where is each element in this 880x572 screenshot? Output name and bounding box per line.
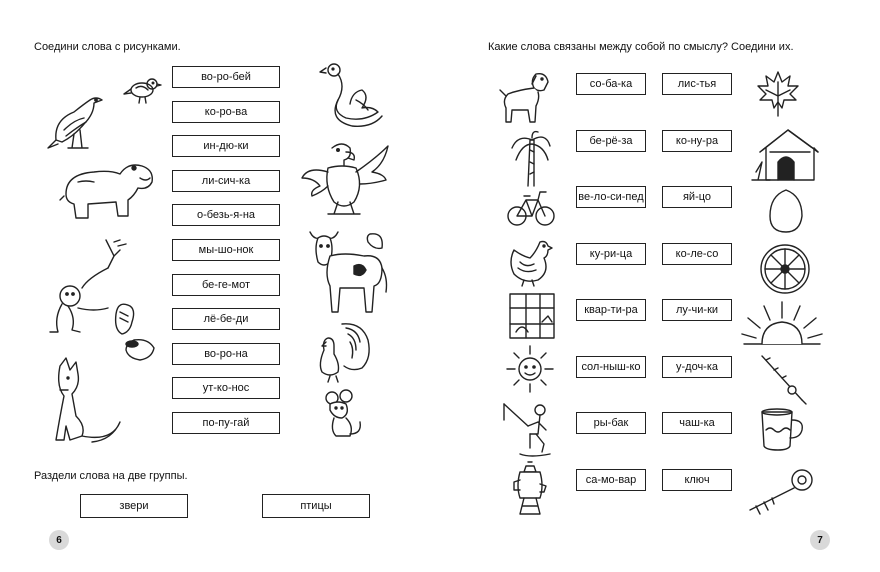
crow-icon — [44, 90, 106, 152]
leaf-icon — [754, 68, 802, 118]
group-box-birds[interactable]: птицы — [262, 494, 370, 518]
doghouse-icon — [748, 126, 828, 184]
word-box-left-column[interactable]: са-мо-вар — [576, 469, 646, 491]
word-box-right-column[interactable]: у-доч-ка — [662, 356, 732, 378]
dog-icon — [498, 70, 552, 126]
page-number-right: 7 — [810, 530, 830, 550]
window-icon — [508, 292, 556, 340]
word-box-left-column[interactable]: со-ба-ка — [576, 73, 646, 95]
word-box-left-column[interactable]: ку-ри-ца — [576, 243, 646, 265]
word-box-left-column[interactable]: бе-рё-за — [576, 130, 646, 152]
word-box-right-column[interactable]: ключ — [662, 469, 732, 491]
cup-icon — [758, 406, 808, 454]
word-box[interactable]: ли-сич-ка — [172, 170, 280, 192]
right-page — [440, 0, 880, 572]
hen-icon — [506, 238, 554, 288]
fox-icon — [42, 356, 124, 450]
hippo-icon — [58, 152, 158, 230]
egg-icon — [766, 188, 806, 234]
word-box[interactable]: во-ро-на — [172, 343, 280, 365]
cow-icon — [304, 226, 388, 316]
word-box[interactable]: мы-шо-нок — [172, 239, 280, 261]
word-box[interactable]: лё-бе-ди — [172, 308, 280, 330]
word-box-right-column[interactable]: ко-ле-со — [662, 243, 732, 265]
word-box[interactable]: по-пу-гай — [172, 412, 280, 434]
word-box-left-column[interactable]: сол-ныш-ко — [576, 356, 646, 378]
word-box[interactable]: о-безь-я-на — [172, 204, 280, 226]
word-box-right-column[interactable]: лу-чи-ки — [662, 299, 732, 321]
instruction-left: Соедини слова с рисунками. — [34, 41, 181, 53]
mouse-icon — [322, 390, 364, 440]
word-box-left-column[interactable]: ве-ло-си-пед — [576, 186, 646, 208]
fisherman-icon — [500, 400, 560, 460]
instruction-right: Какие слова связаны между собой по смыслу? Соедини их. — [488, 41, 794, 53]
word-box-right-column[interactable]: яй-цо — [662, 186, 732, 208]
sunrays-icon — [740, 298, 824, 348]
word-box[interactable]: ко-ро-ва — [172, 101, 280, 123]
group-box-animals[interactable]: звери — [80, 494, 188, 518]
word-box-right-column[interactable]: ко-ну-ра — [662, 130, 732, 152]
word-box-right-column[interactable]: чаш-ка — [662, 412, 732, 434]
samovar-icon — [510, 460, 550, 520]
word-box-left-column[interactable]: ры-бак — [576, 412, 646, 434]
page-number-left: 6 — [49, 530, 69, 550]
word-box[interactable]: ин-дю-ки — [172, 135, 280, 157]
birch-icon — [510, 130, 552, 188]
bicycle-icon — [506, 186, 556, 230]
turkey-icon — [312, 320, 372, 384]
word-box[interactable]: ут-ко-нос — [172, 377, 280, 399]
fishing-rod-icon — [756, 350, 808, 406]
word-box-left-column[interactable]: квар-ти-ра — [576, 299, 646, 321]
word-box-right-column[interactable]: лис-тья — [662, 73, 732, 95]
key-icon — [740, 466, 820, 516]
word-box[interactable]: во-ро-бей — [172, 66, 280, 88]
word-box[interactable]: бе-ге-мот — [172, 274, 280, 296]
sparrow-icon — [122, 74, 162, 106]
parrot-icon — [298, 138, 390, 220]
sun-icon — [506, 344, 554, 394]
wheel-icon — [758, 242, 812, 296]
swan-icon — [312, 60, 386, 132]
instruction-groups: Раздели слова на две группы. — [34, 470, 188, 482]
